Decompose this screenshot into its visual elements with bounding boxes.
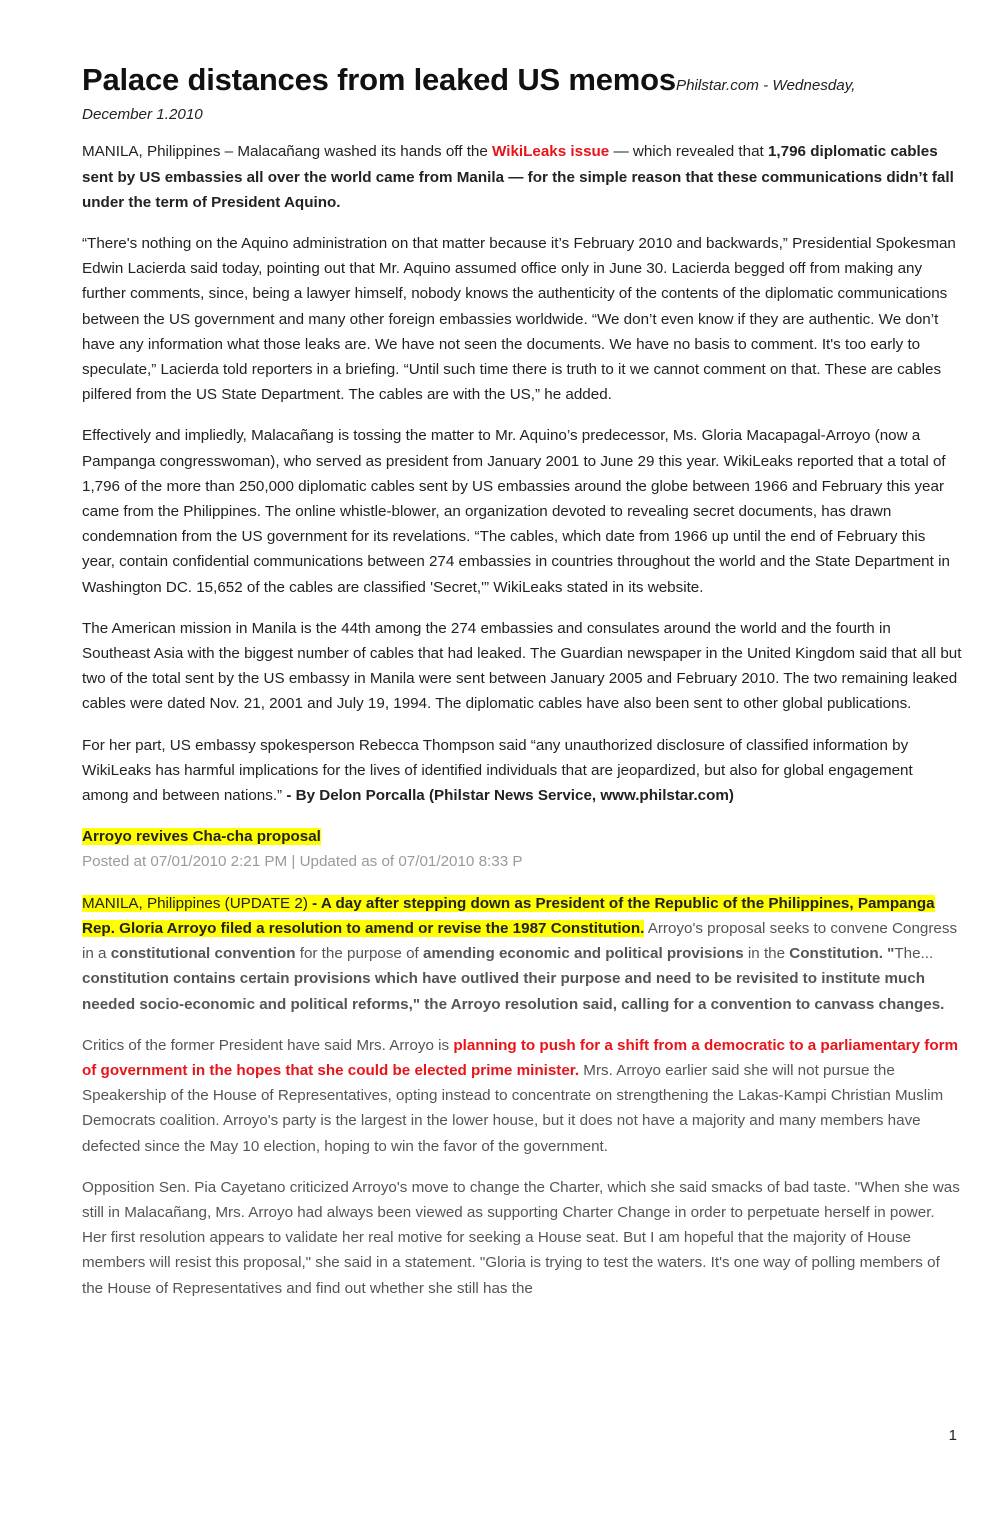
paragraph-1-text-a: MANILA, Philippines – Malacañang washed its hands off the: [82, 143, 493, 161]
section-2-text-1: Arroyo's proposal seeks to convene Congress in a: [82, 919, 958, 963]
article-title: Palace distances from leaked US memos: [82, 62, 676, 97]
source-date: December 1.2010: [82, 106, 203, 124]
paragraph-5-text: For her part, US embassy spokesperson Rebecca Thompson said “any unauthorized disclosure of classified information by WikiLeaks has harmful implications for the lives of identified individuals that are jeopardized, but also for global engagement among and between nations.”: [82, 736, 913, 805]
section-2-paragraph-1: [82, 891, 962, 1017]
paragraph-2: “There's nothing on the Aquino administration on that matter because it’s February 2010 and backwards,” Presidential Spokesman Edwin Lacierda said today, pointing out that Mr. Aquino assumed office only in June 30. Lacierda begged off from making any further comments, since, being a lawyer himself, nobody knows the authenticity of the contents of the diplomatic communications between the US government and many other foreign embassies worldwide. “We don’t even know if they are authentic. We don’t have any information what those leaks are. We have not seen the documents. We have no basis to comment. It's too early to speculate,” Lacierda told reporters in a briefing. “Until such time there is truth to it we cannot comment on that. These are cables pilfered from the US State Department. The cables are with the US,” he added.: [82, 235, 956, 404]
section-2-lead-bold: - A day after stepping down as President of the Republic of the Philippines, Pampanga Rep. Gloria Arroyo filed a resolution to amend or revise the 1987 Constitution.: [82, 894, 935, 937]
section-2-paragraph-2: [82, 1033, 962, 1159]
section-2-bold-4: constitution contains certain provisions which have outlived their purpose and need to be revisited to institute much needed socio-economic and political reforms," the Arroyo resolution said, calling for a convention to canvass changes.: [82, 970, 945, 1013]
paragraph-1-text-b: — which revealed that: [609, 143, 768, 161]
paragraph-5: [82, 733, 962, 809]
section-2-bold-3: Constitution. ": [789, 945, 895, 963]
document-page: [82, 62, 962, 1317]
section-2-header: [82, 824, 962, 874]
section-2-bold-1: constitutional convention: [110, 945, 296, 963]
paragraph-1-bold: 1,796 diplomatic cables sent by US embassies all over the world came from Manila — for the simple reason that these communications didn’t fall under the term of President Aquino.: [82, 143, 954, 211]
section-2-text-3: in the: [743, 945, 790, 963]
section-2-lead: MANILA, Philippines (UPDATE 2): [82, 894, 313, 912]
wikileaks-link[interactable]: WikiLeaks issue: [492, 143, 610, 161]
posted-timestamp: Posted at 07/01/2010 2:21 PM | Updated as of 07/01/2010 8:33 P: [82, 853, 523, 871]
section-2-p2-text-2: Mrs. Arroyo earlier said she will not pursue the Speakership of the House of Representatives, opting instead to concentrate on strengthening the Lakas-Kampi Christian Muslim Democrats coalition. Arroyo's party is the largest in the lower house, but it does not have a majority and many members have defected since the May 10 election, hoping to win the favor of the government.: [82, 1061, 944, 1155]
paragraph-4: The American mission in Manila is the 44th among the 274 embassies and consulates around the world and the fourth in Southeast Asia with the biggest number of cables that had leaked. The Guardian newspaper in the United Kingdom said that all but two of the total sent by the US embassy in Manila were sent between January 2005 and February 2010. The two remaining leaked cables were dated Nov. 21, 2001 and July 19, 1994. The diplomatic cables have also been sent to other global publications.: [82, 619, 962, 713]
title-block: [82, 62, 962, 127]
section-2-paragraph-3: Opposition Sen. Pia Cayetano criticized Arroyo's move to change the Charter, which she said smacks of bad taste. "When she was still in Malacañang, Mrs. Arroyo had always been viewed as supporting Charter Change in order to perpetuate herself in power. Her first resolution appears to validate her real motive for seeking a House seat. But I am hopeful that the majority of House members will resist this proposal," she said in a statement. "Gloria is trying to test the waters. It's one way of polling members of the House of Representatives and find out whether she still has the: [82, 1178, 960, 1297]
section-2-text-4: The...: [894, 945, 934, 963]
section-2-p2-red: planning to push for a shift from a democratic to a parliamentary form of government in the hopes that she could be elected prime minister.: [82, 1036, 959, 1079]
source-line: Philstar.com - Wednesday,: [675, 77, 856, 94]
page-number: 1: [948, 1427, 957, 1444]
section-2-title-para: [82, 824, 962, 849]
section-2-bold-2: amending economic and political provisions: [423, 945, 744, 963]
section-2-text-2: for the purpose of: [295, 945, 423, 963]
section-2-title: Arroyo revives Cha-cha proposal: [82, 828, 321, 846]
section-2-p2-text-1: Critics of the former President have said Mrs. Arroyo is: [82, 1036, 454, 1054]
paragraph-1: [82, 139, 962, 215]
paragraph-3: Effectively and impliedly, Malacañang is tossing the matter to Mr. Aquino’s predecessor, Ms. Gloria Macapagal-Arroyo (now a Pampanga congresswoman), who served as president from January 2001 to June 29 this year. WikiLeaks reported that a total of 1,796 of the more than 250,000 diplomatic cables sent by US embassies around the globe between 1966 and February this year came from the Philippines. The online whistle-blower, an organization devoted to revealing secret documents, has drawn condemnation from the US government for its revelations. “The cables, which date from 1966 up until the end of February this year, contain confidential communications between 274 embassies in countries throughout the world and the State Department in Washington DC. 15,652 of the cables are classified 'Secret,'” WikiLeaks stated in its website.: [82, 427, 950, 596]
byline: - By Delon Porcalla (Philstar News Service, www.philstar.com): [286, 787, 734, 805]
